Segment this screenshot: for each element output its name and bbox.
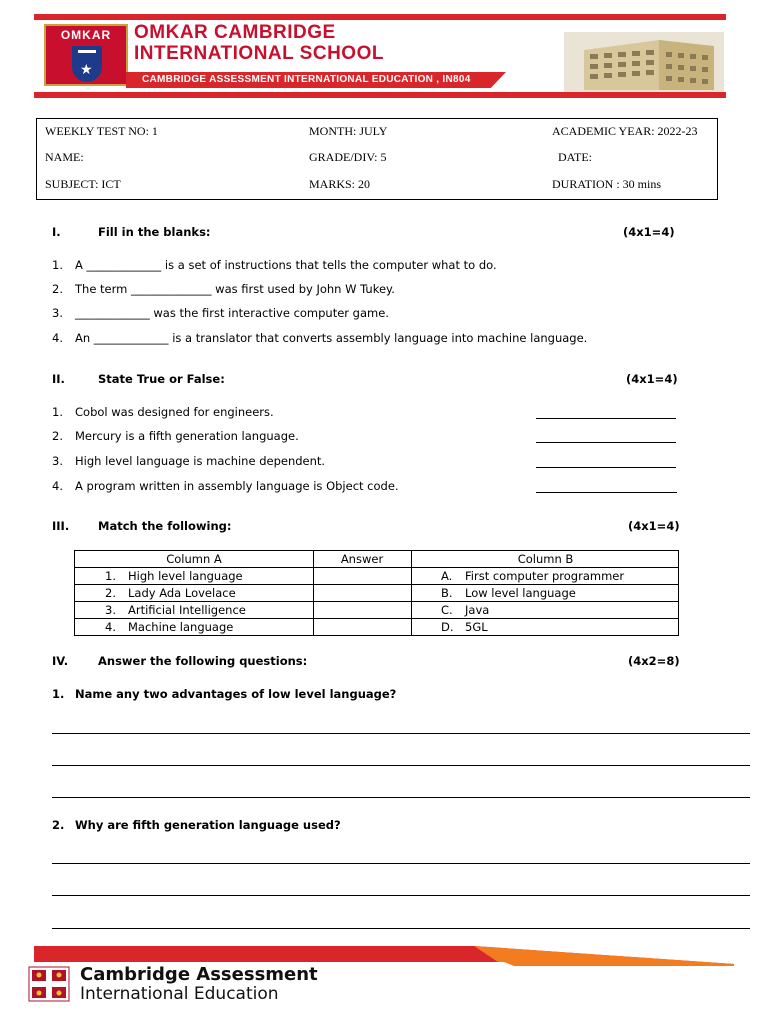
true-false-3: High level language is machine dependent.: [75, 454, 326, 468]
footer-stripe: [34, 944, 734, 966]
footer-cambridge-line1: Cambridge Assessment: [80, 964, 318, 985]
true-false-1-number: 1.: [52, 405, 63, 419]
section-4-number: IV.: [52, 654, 69, 668]
column-a-number: 4.: [105, 620, 116, 634]
answer-line[interactable]: [52, 733, 750, 734]
weekly-test-number: WEEKLY TEST NO: 1: [45, 124, 158, 138]
section-1-title: Fill in the blanks:: [98, 225, 211, 239]
column-b-letter: D.: [441, 620, 454, 634]
column-b-item: 5GL: [465, 620, 488, 634]
banner-top-stripe: [34, 14, 726, 20]
true-false-2: Mercury is a fifth generation language.: [75, 429, 299, 443]
column-a-number: 3.: [105, 603, 116, 617]
school-name-line1: OMKAR CAMBRIDGE: [134, 22, 336, 43]
fill-blank-4: An _____________ is a translator that converts assembly language into machine language.: [75, 331, 588, 345]
academic-year: ACADEMIC YEAR: 2022-23: [552, 124, 698, 138]
cambridge-shield-icon: [28, 966, 70, 1002]
section-3-marks: (4x1=4): [628, 519, 680, 533]
section-3-title: Match the following:: [98, 519, 232, 533]
true-false-1-answer-line[interactable]: [536, 418, 676, 419]
section-2-marks: (4x1=4): [626, 372, 678, 386]
fill-blank-4-number: 4.: [52, 331, 63, 345]
section-2-title: State True or False:: [98, 372, 225, 386]
section-1-marks: (4x1=4): [623, 225, 675, 239]
question-1-number: 1.: [52, 687, 65, 701]
footer-cambridge-line2: International Education: [80, 984, 279, 1004]
fill-blank-3-number: 3.: [52, 306, 63, 320]
column-b-letter: A.: [441, 569, 453, 583]
table-divider: [75, 601, 678, 602]
section-4-marks: (4x2=8): [628, 654, 680, 668]
answer-line[interactable]: [52, 895, 750, 896]
true-false-3-answer-line[interactable]: [536, 467, 676, 468]
student-name-field: NAME:: [45, 150, 84, 164]
date-field: DATE:: [558, 150, 592, 164]
true-false-4-number: 4.: [52, 479, 63, 493]
answer-line[interactable]: [52, 797, 750, 798]
crest-stripe: [78, 50, 96, 53]
column-a-item: Artificial Intelligence: [128, 603, 246, 617]
header-column-b: Column B: [517, 552, 574, 566]
crest-star-icon: ★: [80, 61, 93, 77]
column-b-item: First computer programmer: [465, 569, 625, 583]
duration: DURATION : 30 mins: [552, 177, 662, 191]
test-info-box: [36, 118, 718, 200]
banner-bottom-stripe: [34, 92, 726, 98]
true-false-1: Cobol was designed for engineers.: [75, 405, 274, 419]
true-false-2-answer-line[interactable]: [536, 442, 676, 443]
column-a-item: Lady Ada Lovelace: [128, 586, 236, 600]
column-a-number: 1.: [105, 569, 116, 583]
subject: SUBJECT: ICT: [45, 177, 121, 191]
section-1-number: I.: [52, 225, 61, 239]
section-2-number: II.: [52, 372, 65, 386]
answer-line[interactable]: [52, 765, 750, 766]
banner-subtitle: CAMBRIDGE ASSESSMENT INTERNATIONAL EDUCATION , IN804: [142, 74, 471, 85]
school-crest-logo: [44, 24, 128, 86]
table-divider: [75, 584, 678, 585]
header-answer: Answer: [340, 552, 384, 566]
question-2-number: 2.: [52, 818, 65, 832]
column-b-item: Java: [465, 603, 490, 617]
column-b-letter: C.: [441, 603, 453, 617]
fill-blank-2: The term ______________ was first used by John W Tukey.: [75, 282, 395, 296]
fill-blank-1-number: 1.: [52, 258, 63, 272]
total-marks: MARKS: 20: [309, 177, 371, 191]
month: MONTH: JULY: [309, 124, 388, 138]
match-table: [74, 550, 679, 636]
column-a-item: High level language: [128, 569, 243, 583]
section-4-title: Answer the following questions:: [98, 654, 308, 668]
true-false-4: A program written in assembly language is Object code.: [75, 479, 399, 493]
fill-blank-3: _____________ was the first interactive computer game.: [75, 306, 389, 320]
grade-division: GRADE/DIV: 5: [309, 150, 387, 164]
school-name-line2: INTERNATIONAL SCHOOL: [134, 43, 384, 64]
question-2: Why are fifth generation language used?: [75, 818, 341, 832]
table-divider: [75, 567, 678, 568]
true-false-3-number: 3.: [52, 454, 63, 468]
true-false-4-answer-line[interactable]: [536, 492, 677, 493]
header-column-a: Column A: [166, 552, 222, 566]
answer-line[interactable]: [52, 863, 750, 864]
column-b-letter: B.: [441, 586, 453, 600]
column-a-item: Machine language: [128, 620, 234, 634]
true-false-2-number: 2.: [52, 429, 63, 443]
school-building-image: [564, 32, 724, 92]
fill-blank-2-number: 2.: [52, 282, 63, 296]
column-a-number: 2.: [105, 586, 116, 600]
fill-blank-1: A _____________ is a set of instructions that tells the computer what to do.: [75, 258, 497, 272]
section-3-number: III.: [52, 519, 70, 533]
column-b-item: Low level language: [465, 586, 576, 600]
crest-text: OMKAR: [60, 28, 112, 42]
question-1: Name any two advantages of low level language?: [75, 687, 397, 701]
school-banner: [34, 14, 726, 98]
answer-line[interactable]: [52, 928, 750, 929]
table-divider: [75, 618, 678, 619]
